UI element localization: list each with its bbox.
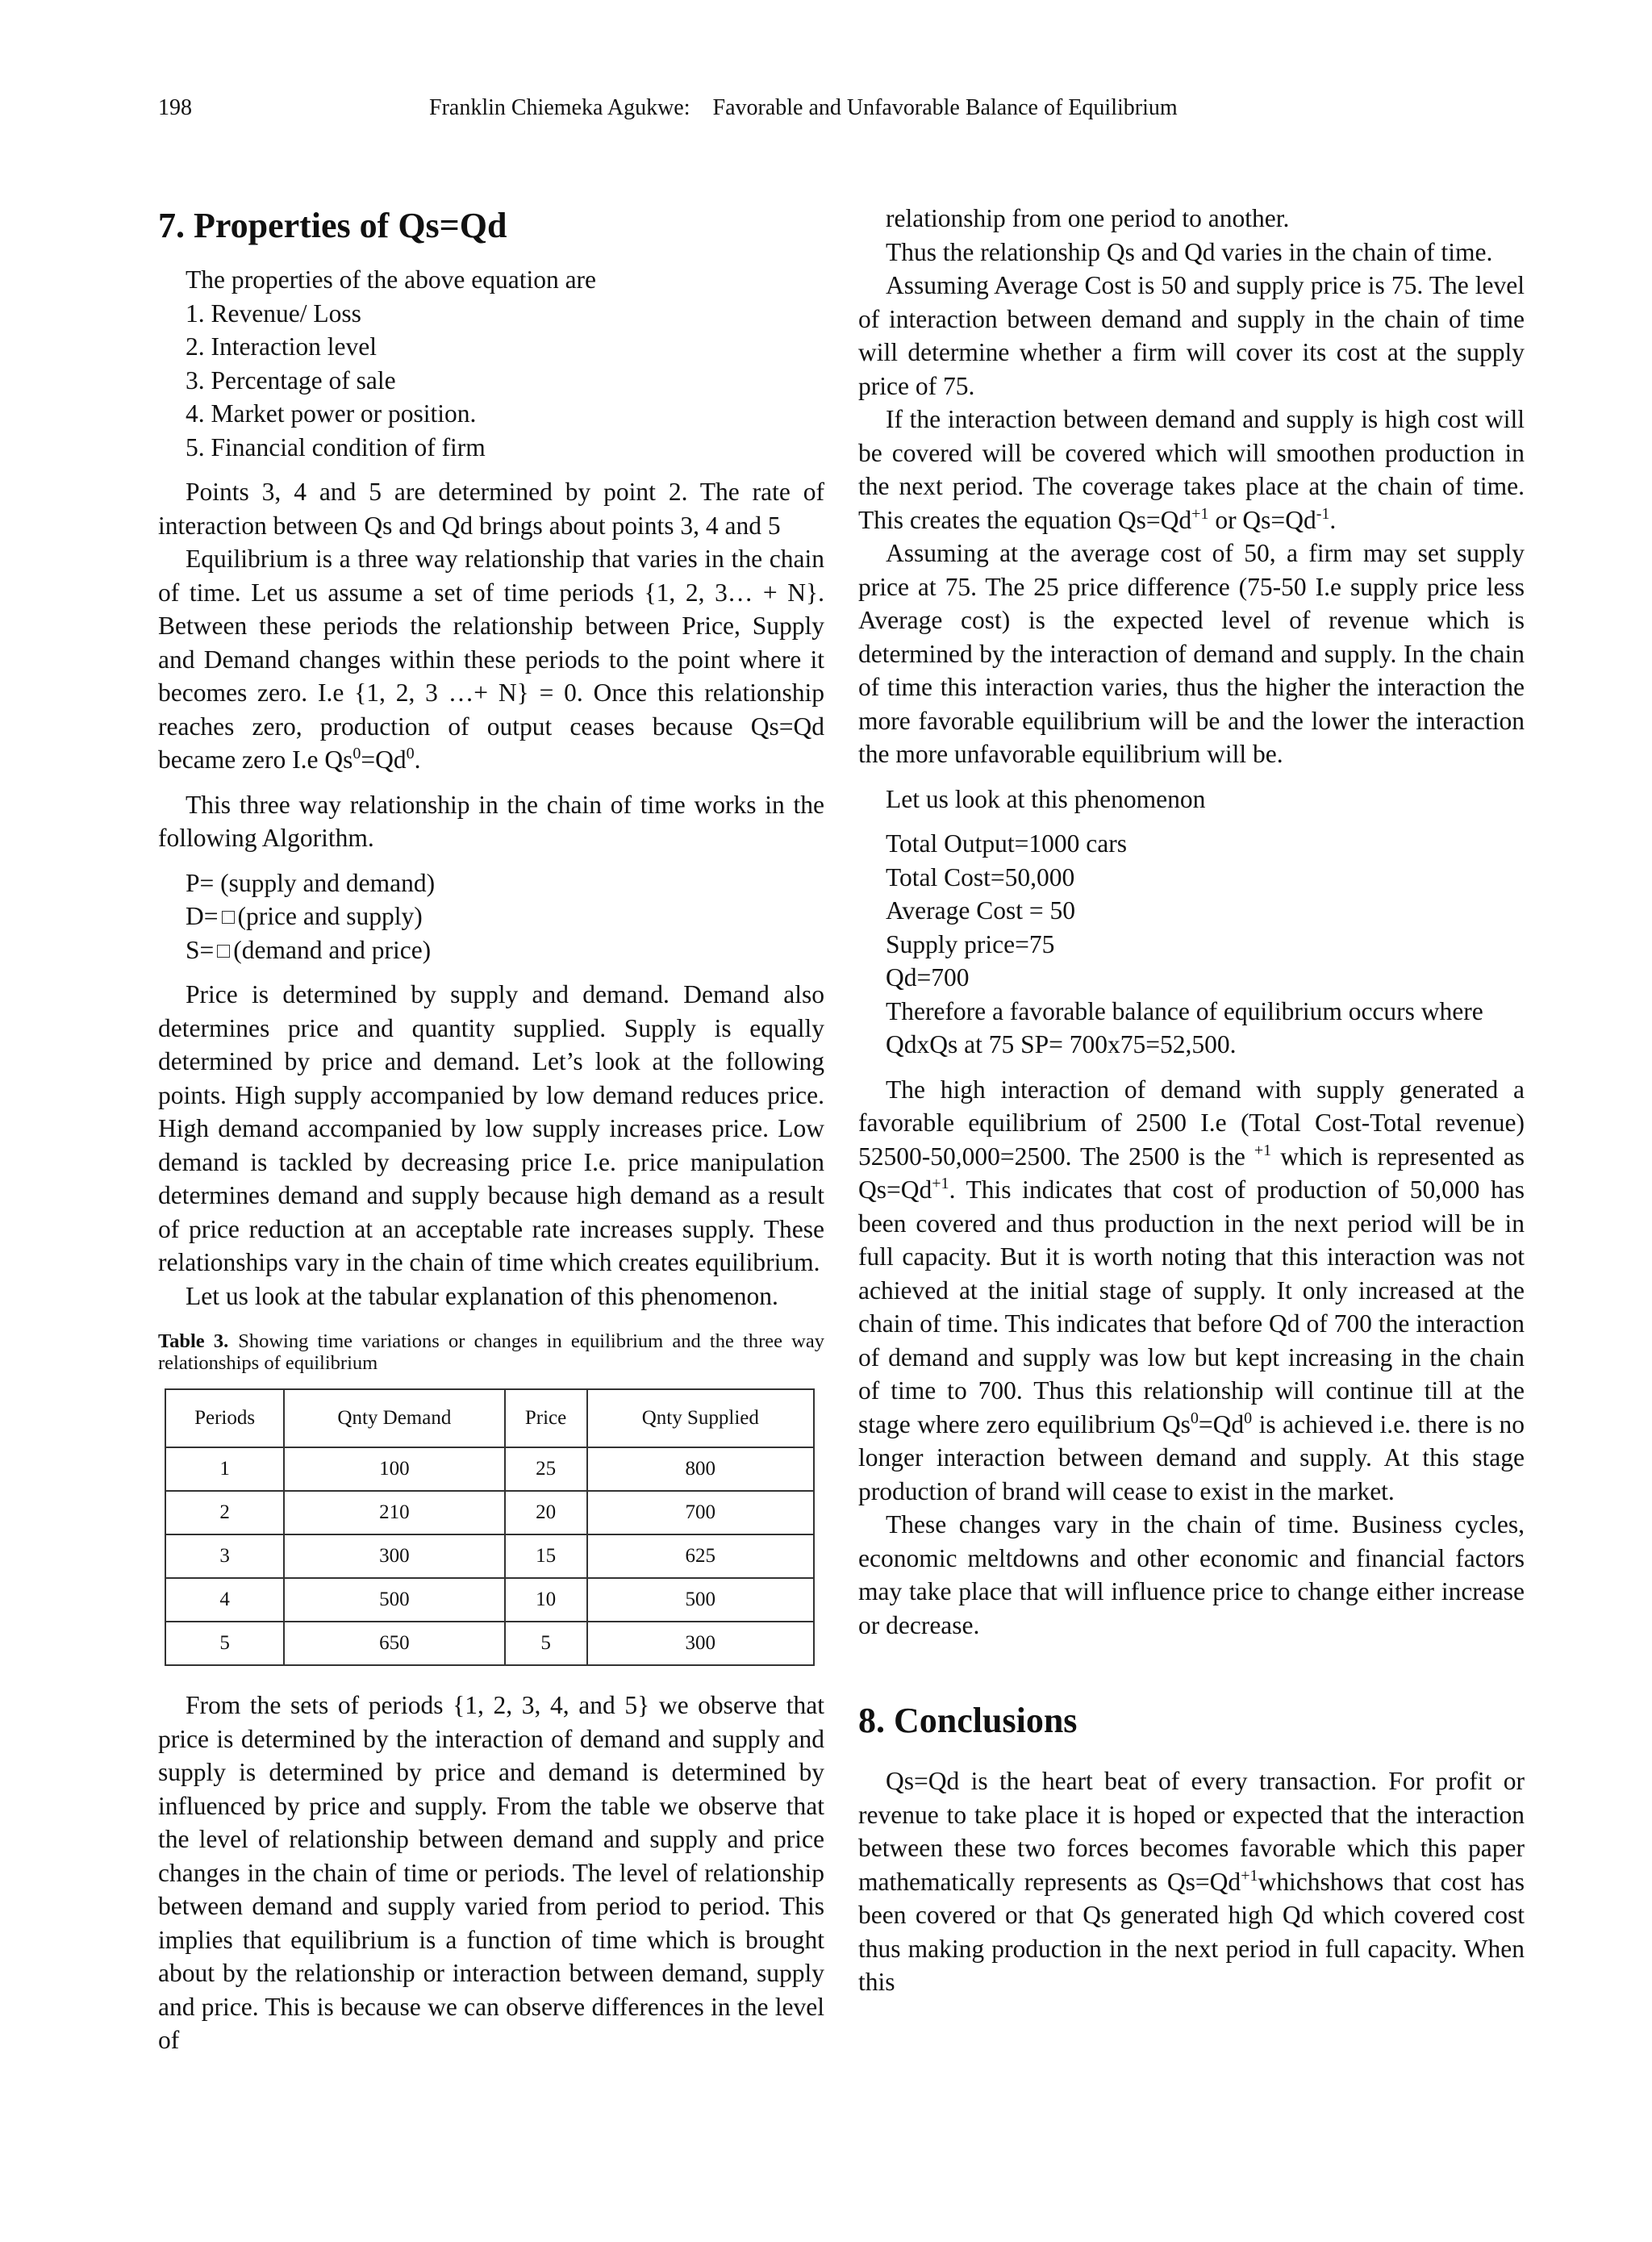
paragraph: Points 3, 4 and 5 are determined by point 2. The rate of interaction between Qs and Qd brings about points 3, 4 and 5	[158, 478, 824, 540]
paragraph: The high interaction of demand with supply generated a favorable equilibrium of 2500 I.e (Total Cost-Total revenue) 52500-50,000=2500. The 2500 is the $^{+1}$ which is represented as $Qs=Qd^{+1}$. This indicates that cost of production of 50,000 has been covered and thus production in the next period will be in full capacity. But it is worth noting that this interaction was not achieved at the initial stage of supply. It only increased at the chain of time. This indicates that before Qd of 700 the interaction of demand and supply was low but kept increasing in the chain of time to 700. Thus this relationship will continue till at the stage where zero equilibrium $Qs^0=Qd^0$ is achieved i.e. there is no longer interaction between demand and supply. At this stage production of brand will cease to exist in the market.	[858, 1075, 1525, 1505]
square-symbol-icon	[217, 945, 230, 958]
paragraph: Assuming at the average cost of 50, a firm may set supply price at 75. The 25 price difference (75-50 I.e supply price less Average cost) is the expected level of revenue which is determined by the interaction of demand and supply. In the chain of time this interaction varies, thus the higher the interaction the more favorable equilibrium will be and the lower the interaction the more unfavorable equilibrium will be.	[858, 539, 1525, 768]
table-header-cell: Price	[505, 1389, 587, 1447]
calculation-line: Total Cost=50,000	[886, 862, 1075, 891]
running-title: Franklin Chiemeka Agukwe: Favorable and Unfavorable Balance of Equilibrium	[429, 95, 1178, 120]
paragraph: Thus the relationship Qs and Qd varies in the chain of time.	[886, 237, 1493, 266]
table-cell: 20	[505, 1491, 587, 1534]
paragraph: Let us look at this phenomenon	[886, 784, 1206, 813]
table-cell: 625	[587, 1534, 814, 1578]
table-header-cell: Qnty Demand	[284, 1389, 504, 1447]
data-table	[165, 1388, 815, 1666]
list-item: 4. Market power or position.	[186, 399, 477, 428]
paragraph: These changes vary in the chain of time. Business cycles, economic meltdowns and other economic and financial factors may take place that will influence price to change either increase or decrease.	[858, 1510, 1525, 1639]
table-cell: 500	[587, 1578, 814, 1622]
list-item: 3. Percentage of sale	[186, 365, 396, 395]
table-cell: 2	[165, 1491, 284, 1534]
table-cell: 25	[505, 1447, 587, 1491]
paragraph: From the sets of periods {1, 2, 3, 4, and 5} we observe that price is determined by the interaction of demand and supply and supply is determined by price and demand is determined by influenced by price and supply. From the table we observe that the level of relationship between demand and supply and price changes in the chain of time or periods. The level of relationship between demand and supply varied from period to period. This implies that equilibrium is a function of time which is brought about by the relationship or interaction between demand, supply and price. This is because we can observe differences in the level of	[158, 1691, 824, 2054]
table-cell: 5	[505, 1622, 587, 1665]
paragraph: This three way relationship in the chain of time works in the following Algorithm.	[158, 790, 824, 852]
table-header-row	[165, 1389, 814, 1447]
table-caption: Table 3. Showing time variations or changes in equilibrium and the three way relationships of equilibrium	[158, 1330, 824, 1374]
algorithm-line: S= (demand and price)	[186, 935, 432, 964]
table-cell: 210	[284, 1491, 504, 1534]
calculation-line: Therefore a favorable balance of equilibrium occurs where QdxQs at 75 SP= 700x75=52,500.	[886, 996, 1483, 1058]
table-row	[165, 1622, 814, 1665]
square-symbol-icon	[222, 911, 235, 924]
right-column	[858, 202, 1525, 1999]
table-cell: 300	[284, 1534, 504, 1578]
calculation-line: Average Cost = 50	[886, 896, 1076, 925]
table-row	[165, 1534, 814, 1578]
properties-intro: The properties of the above equation are	[186, 265, 597, 294]
algorithm-line: P= (supply and demand)	[186, 868, 436, 897]
table-cell: 15	[505, 1534, 587, 1578]
paragraph: Equilibrium is a three way relationship that varies in the chain of time. Let us assume a set of time periods {1, 2, 3… + N}. Between these periods the relationship between Price, Supply and Demand changes within these periods to the point where it becomes zero. I.e {1, 2, 3 …+ N} = 0. Once this relationship reaches zero, production of output ceases because Qs=Qd became zero I.e $Qs^0=Qd^0$.	[158, 545, 824, 774]
table-header-cell: Qnty Supplied	[587, 1389, 814, 1447]
calculation-line: Qd=700	[886, 963, 970, 992]
table-row	[165, 1578, 814, 1622]
table-cell: 5	[165, 1622, 284, 1665]
table-row	[165, 1447, 814, 1491]
table-row	[165, 1491, 814, 1534]
paragraph: If the interaction between demand and supply is high cost will be covered will be covered which will smoothen production in the next period. The coverage takes place at the chain of time. This creates the equation $Qs=Qd^{+1}$ or $Qs=Qd^{-1}$.	[858, 405, 1525, 534]
table-cell: 10	[505, 1578, 587, 1622]
table-cell: 3	[165, 1534, 284, 1578]
table-label: Table 3.	[158, 1330, 229, 1352]
list-item: 2. Interaction level	[186, 332, 378, 361]
table-cell: 800	[587, 1447, 814, 1491]
page-number: 198	[158, 95, 192, 120]
table-cell: 4	[165, 1578, 284, 1622]
left-column	[158, 202, 824, 2057]
paragraph: Price is determined by supply and demand. Demand also determines price and quantity supplied. Supply is equally determined by price and demand. Let’s look at the following points. High supply accompanied by low demand reduces price. High demand accompanied by low supply increases price. Low demand is tackled by decreasing price I.e. price manipulation determines demand and supply because high demand as a result of price reduction at an acceptable rate increases supply. These relationships vary in the chain of time which creates equilibrium.	[158, 980, 824, 1276]
calculation-line: Supply price=75	[886, 929, 1055, 958]
section-8-heading: 8. Conclusions	[858, 1701, 1078, 1740]
section-7-heading: 7. Properties of Qs=Qd	[158, 206, 507, 245]
paragraph: Assuming Average Cost is 50 and supply price is 75. The level of interaction between demand and supply in the chain of time will determine whether a firm will cover its cost at the supply price of 75.	[858, 271, 1525, 400]
table-cell: 650	[284, 1622, 504, 1665]
paragraph: relationship from one period to another.	[886, 204, 1290, 232]
table-cell: 700	[587, 1491, 814, 1534]
table-cell: 100	[284, 1447, 504, 1491]
algorithm-line: D= (price and supply)	[186, 902, 423, 930]
table-cell: 1	[165, 1447, 284, 1491]
paragraph: Let us look at the tabular explanation of this phenomenon.	[186, 1281, 778, 1310]
paragraph: Qs=Qd is the heart beat of every transaction. For profit or revenue to take place it is hoped or expected that the interaction between these two forces becomes favorable which this paper mathematically represents as $Qs=Qd^{+1}whichshows$ that cost has been covered or that Qs generated high Qd which covered cost thus making production in the next period in full capacity. When this	[858, 1767, 1525, 1996]
table-cell: 500	[284, 1578, 504, 1622]
list-item: 1. Revenue/ Loss	[186, 299, 361, 328]
calculation-block	[886, 827, 1525, 1062]
calculation-line: Total Output=1000 cars	[886, 829, 1128, 858]
algorithm-block	[186, 866, 824, 967]
list-item: 5. Financial condition of firm	[186, 432, 486, 461]
table-cell: 300	[587, 1622, 814, 1665]
properties-list	[186, 263, 824, 464]
table-header-cell: Periods	[165, 1389, 284, 1447]
page-header	[158, 95, 1531, 127]
